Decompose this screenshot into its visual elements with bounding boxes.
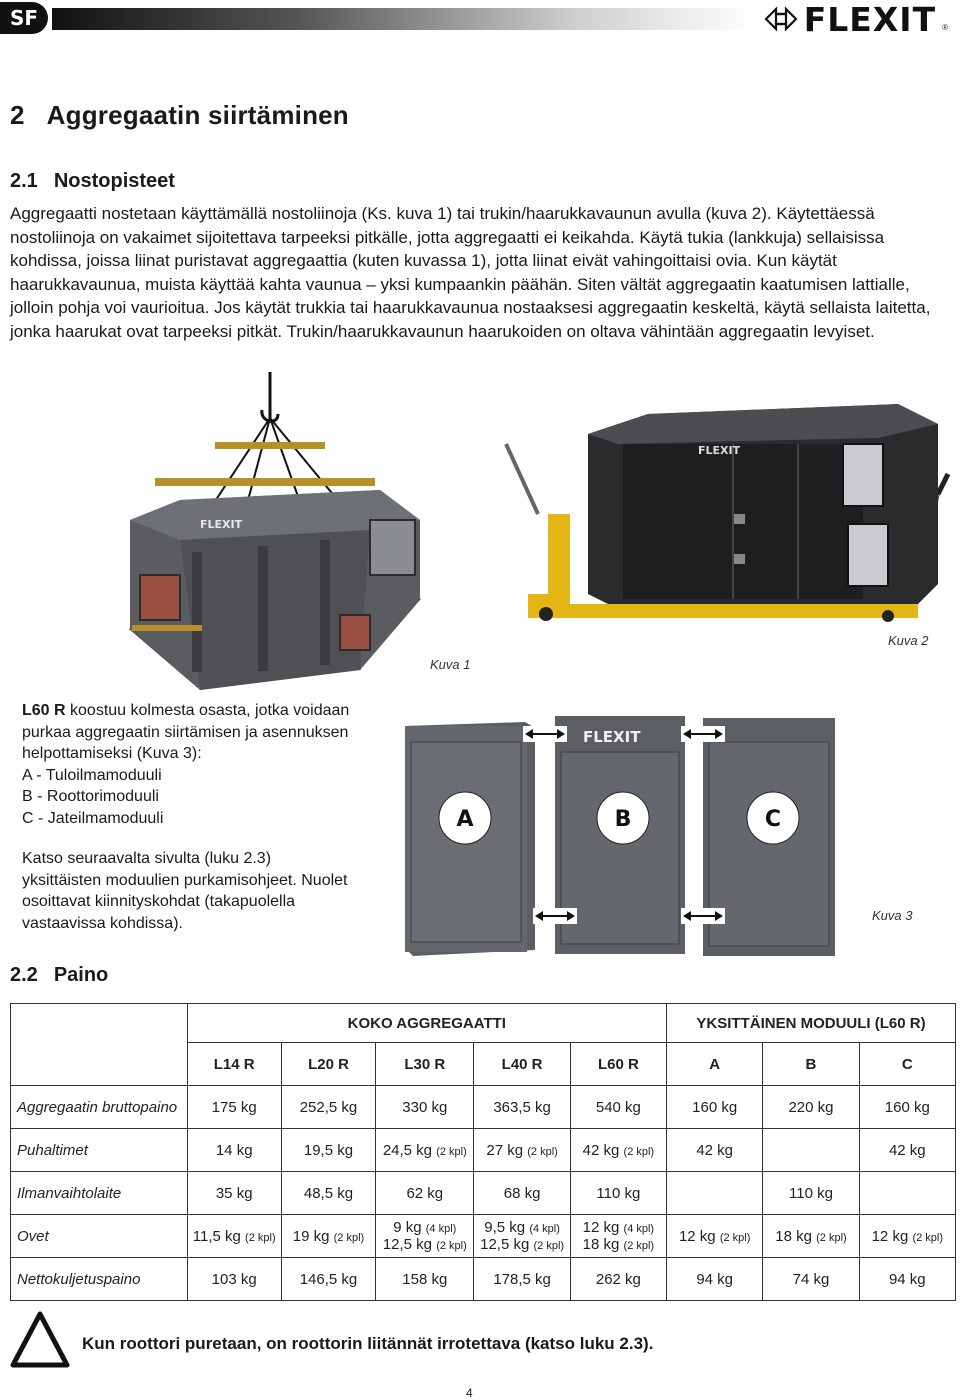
- table-row: [11, 1172, 956, 1215]
- weight-cell: [859, 1086, 955, 1129]
- weight-value: 35 kg: [215, 1184, 253, 1202]
- section-title: [10, 100, 349, 131]
- weight-value: 146,5 kg: [299, 1270, 358, 1288]
- figure-3-photo: [395, 712, 870, 960]
- modules-note: Katso seuraavalta sivulta (luku 2.3) yksittäisten moduulien purkamisohjeet. Nuolet osoittavat kiinnityskohdat (takapuolella vastaavissa kohdissa).: [22, 850, 348, 932]
- weight-cell: [474, 1258, 570, 1301]
- weight-quantity: (2 kpl): [333, 1231, 365, 1244]
- weight-value: 363,5 kg: [493, 1098, 551, 1116]
- module-b-line: B - Roottorimoduuli: [22, 788, 159, 805]
- weight-value: 220 kg: [788, 1098, 834, 1116]
- weight-table-body: [11, 1086, 956, 1301]
- weight-quantity: (2 kpl): [816, 1231, 847, 1244]
- figure-2-photo: [498, 404, 958, 624]
- module-label-c: C: [764, 807, 782, 832]
- registered-mark: ®: [942, 23, 948, 32]
- weight-cell: [570, 1086, 666, 1129]
- weight-cell: [570, 1172, 666, 1215]
- weight-cell: [281, 1258, 375, 1301]
- model-header-cell: B: [763, 1043, 859, 1086]
- row-label: Ilmanvaihtolaite: [11, 1172, 188, 1215]
- weight-cell: [474, 1129, 570, 1172]
- weight-cell: [376, 1215, 474, 1258]
- weight-quantity: (2 kpl): [436, 1240, 467, 1252]
- weight-quantity: (2 kpl): [623, 1240, 655, 1252]
- weight-value: 12 kg: [582, 1219, 620, 1236]
- weight-cell: [474, 1215, 570, 1258]
- model-header-cell: L30 R: [376, 1043, 474, 1086]
- header-gradient-bar: [52, 8, 752, 30]
- row-label: Aggregaatin bruttopaino: [11, 1086, 188, 1129]
- weight-cell: [281, 1129, 375, 1172]
- weight-cell: [763, 1172, 859, 1215]
- subsection-number: 2.2: [10, 964, 38, 986]
- weight-value: 160 kg: [884, 1098, 930, 1116]
- modules-lead-model: L60 R: [22, 702, 66, 719]
- weight-value: 48,5 kg: [303, 1184, 354, 1202]
- table-row: [11, 1215, 956, 1258]
- weight-cell: [570, 1129, 666, 1172]
- weight-cell: [281, 1172, 375, 1215]
- language-badge: SF: [0, 2, 48, 34]
- brand-name: FLEXIT: [803, 0, 937, 39]
- weight-quantity: (4 kpl): [623, 1223, 655, 1235]
- weight-cell: [376, 1172, 474, 1215]
- module-label-b: B: [614, 807, 632, 832]
- weight-cell: [376, 1129, 474, 1172]
- weight-cell: [859, 1215, 955, 1258]
- table-row: [11, 1258, 956, 1301]
- weight-cell: [763, 1129, 859, 1172]
- weight-cell: [667, 1258, 763, 1301]
- weight-value: 27 kg: [486, 1141, 524, 1159]
- weight-quantity: (2 kpl): [527, 1145, 558, 1158]
- weight-value: 110 kg: [789, 1184, 833, 1202]
- weight-value: 330 kg: [402, 1098, 448, 1116]
- model-header-cell: L60 R: [570, 1043, 666, 1086]
- figure-3-caption: Kuva 3: [872, 908, 913, 923]
- weight-cell: [187, 1086, 281, 1129]
- weight-cell: [376, 1086, 474, 1129]
- figure-1-photo: [120, 370, 490, 690]
- weight-value: 175 kg: [211, 1098, 257, 1116]
- weight-value: 24,5 kg: [382, 1141, 433, 1159]
- group-header-module: YKSITTÄINEN MODUULI (L60 R): [667, 1004, 956, 1043]
- weight-cell: [859, 1172, 955, 1215]
- model-header-cell: L14 R: [187, 1043, 281, 1086]
- weight-value: 18 kg: [775, 1227, 812, 1245]
- subsection-title-text: Nostopisteet: [53, 170, 175, 192]
- table-row: [11, 1129, 956, 1172]
- weight-value: 62 kg: [406, 1184, 444, 1202]
- group-header-total: KOKO AGGREGAATTI: [187, 1004, 666, 1043]
- subsection-weight-title: [10, 964, 108, 987]
- warning-triangle-icon: [10, 1310, 70, 1370]
- table-group-header-row: [11, 1004, 956, 1043]
- table-corner-cell: [11, 1004, 188, 1086]
- weight-value: 262 kg: [595, 1270, 641, 1288]
- section-number: 2: [10, 100, 25, 130]
- figure-2-caption: Kuva 2: [888, 633, 929, 648]
- weight-quantity: (2 kpl): [245, 1231, 276, 1244]
- module-label-a: A: [456, 807, 474, 832]
- modules-intro: koostuu kolmesta osasta, jotka voidaan purkaa aggregaatin siirtämisen ja asennuksen helpottamiseksi (Kuva 3):: [22, 702, 350, 762]
- weight-cell: [474, 1172, 570, 1215]
- weight-value: 68 kg: [503, 1184, 541, 1202]
- weight-value: 42 kg: [582, 1141, 620, 1159]
- weight-cell: [281, 1215, 375, 1258]
- weight-cell: [570, 1258, 666, 1301]
- module-a-line: A - Tuloilmamoduuli: [22, 766, 162, 784]
- weight-quantity: (2 kpl): [719, 1231, 751, 1244]
- weight-cell: [667, 1215, 763, 1258]
- weight-value: 42 kg: [696, 1141, 734, 1159]
- weight-value: 11,5 kg: [192, 1227, 241, 1245]
- figure-2-unit-brand: FLEXIT: [698, 444, 741, 457]
- weight-cell: [281, 1086, 375, 1129]
- weight-value: 9 kg: [393, 1219, 422, 1236]
- weight-cell: [570, 1215, 666, 1258]
- table-row: [11, 1086, 956, 1129]
- weight-value: 9,5 kg: [484, 1219, 526, 1236]
- weight-value: 12 kg: [678, 1227, 716, 1245]
- row-label: Puhaltimet: [11, 1129, 188, 1172]
- weight-quantity: (2 kpl): [436, 1145, 467, 1158]
- weight-value: 19,5 kg: [303, 1141, 354, 1159]
- weight-cell: [763, 1086, 859, 1129]
- weight-cell: [187, 1172, 281, 1215]
- subsection-lifting-title: [10, 170, 175, 193]
- model-header-cell: C: [859, 1043, 955, 1086]
- weight-value: 18 kg: [582, 1236, 620, 1253]
- rotor-warning-text: Kun roottori puretaan, on roottorin liitännät irrotettava (katso luku 2.3).: [82, 1334, 654, 1353]
- weight-value: 158 kg: [402, 1270, 448, 1288]
- model-header-cell: A: [667, 1043, 763, 1086]
- module-c-line: C - Jateilmamoduuli: [22, 809, 164, 827]
- model-header-cell: L20 R: [281, 1043, 375, 1086]
- weight-value: 12 kg: [871, 1227, 909, 1245]
- model-header-cell: L40 R: [474, 1043, 570, 1086]
- weight-cell: [667, 1172, 763, 1215]
- weight-value: 252,5 kg: [299, 1098, 358, 1116]
- weight-value: 540 kg: [595, 1098, 641, 1116]
- weight-quantity: (2 kpl): [623, 1145, 655, 1158]
- brand-logo: [764, 0, 948, 39]
- row-label: Nettokuljetuspaino: [11, 1258, 188, 1301]
- weight-cell: [187, 1129, 281, 1172]
- weight-quantity: (4 kpl): [425, 1223, 457, 1235]
- weight-value: 178,5 kg: [493, 1270, 551, 1288]
- weight-quantity: (2 kpl): [533, 1240, 565, 1252]
- page-number: 4: [466, 1386, 473, 1400]
- weight-cell: [474, 1086, 570, 1129]
- modules-description: [22, 700, 352, 829]
- lifting-paragraph: Aggregaatti nostetaan käyttämällä nostoliinoja (Ks. kuva 1) tai trukin/haarukkavaunun avulla (kuva 2). Käytettäessä nostoliinoja on vakaimet sijoitettava tarpeeksi pitkälle, jotta aggregaatti ei keikahda. Käytä tukia (lankkuja) sellaisissa kohdissa, joissa liinat puristavat aggregaattia (kuten kuvassa 1), jotta liinat eivät vahingoittaisi ovia. Kun käytät haarukkavaunua, muista käyttää kahta vaunua – yksi kumpaankin päähän. Siten vältät aggregaatin kaatumisen lattialle, jolloin pohja voi vaurioitua. Jos käytät trukkia tai haarukkavaunua nostaaksesi aggregaatin keskeltä, käytä sellaista laitetta, jonka haarukat ovat tarpeeksi pitkät. Trukin/haarukkavaunun haarukoiden on oltava vähintään aggregaatin levyiset.: [10, 204, 931, 341]
- subsection-title-text: Paino: [53, 964, 109, 986]
- weight-value: 103 kg: [211, 1270, 257, 1288]
- weight-value: 94 kg: [888, 1270, 926, 1288]
- weight-value: 12,5 kg: [480, 1236, 530, 1253]
- row-label: Ovet: [11, 1215, 188, 1258]
- figure-1-unit-brand: FLEXIT: [200, 518, 243, 531]
- flexit-arrows-icon: [764, 4, 798, 34]
- weight-cell: [763, 1215, 859, 1258]
- weight-cell: [859, 1129, 955, 1172]
- weight-cell: [763, 1258, 859, 1301]
- weight-quantity: (4 kpl): [529, 1223, 560, 1235]
- section-title-text: Aggregaatin siirtäminen: [46, 100, 349, 130]
- weight-cell: [859, 1258, 955, 1301]
- weight-value: 42 kg: [888, 1141, 926, 1159]
- page-header: [0, 0, 960, 40]
- weight-value: 74 kg: [792, 1270, 830, 1288]
- weight-value: 94 kg: [696, 1270, 734, 1288]
- subsection-number: 2.1: [10, 170, 38, 192]
- weight-value: 110 kg: [596, 1184, 641, 1202]
- weight-quantity: (2 kpl): [912, 1231, 944, 1244]
- weight-cell: [667, 1129, 763, 1172]
- figure-1-caption: Kuva 1: [430, 657, 471, 672]
- weight-value: 14 kg: [215, 1141, 253, 1159]
- weight-value: 160 kg: [692, 1098, 738, 1116]
- weight-cell: [667, 1086, 763, 1129]
- weight-table: [10, 1003, 956, 1301]
- figure-3-unit-brand: FLEXIT: [583, 728, 641, 746]
- weight-value: 19 kg: [292, 1227, 330, 1245]
- weight-value: 12,5 kg: [382, 1236, 433, 1253]
- weight-cell: [376, 1258, 474, 1301]
- weight-cell: [187, 1258, 281, 1301]
- weight-cell: [187, 1215, 281, 1258]
